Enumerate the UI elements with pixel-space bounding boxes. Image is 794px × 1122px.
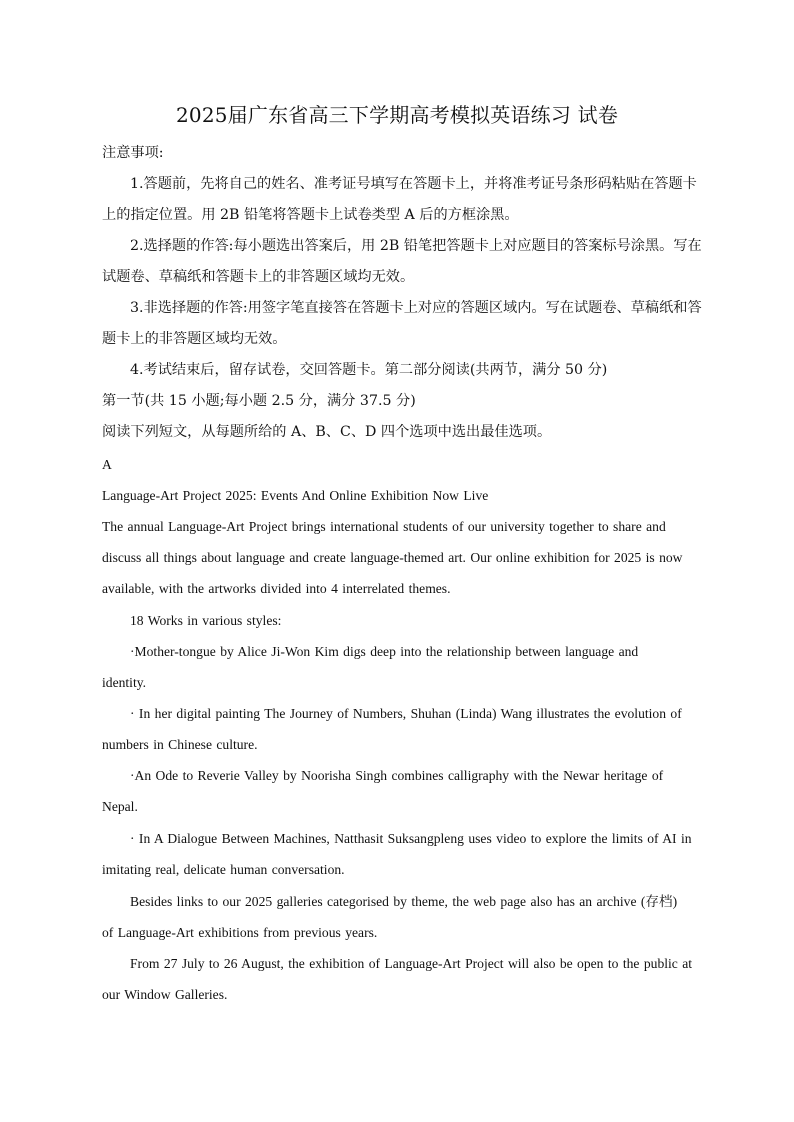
passage-heading: Language-Art Project 2025: Events And Online Exhibition Now Live	[102, 488, 489, 503]
work-1-line-1: ·Mother-tongue by Alice Ji-Won Kim digs deep into the relationship between language and	[130, 644, 639, 659]
galleries-line-1: Besides links to our 2025 galleries categorised by theme, the web page also has an archive (存档)	[130, 894, 678, 909]
intro-line-3: available, with the artworks divided into 4 interrelated themes.	[102, 581, 451, 596]
intro-line-1: The annual Language-Art Project brings international students of our university together to share and	[102, 519, 666, 534]
window-line-2: our Window Galleries.	[102, 987, 228, 1002]
work-3-line-2: Nepal.	[102, 799, 138, 814]
notice-4-line-1: 4.考试结束后，留存试卷，交回答题卡。第二部分阅读(共两节，满分 50 分)	[130, 362, 608, 378]
notice-3-line-1: 3.非选择题的作答:用签字笔直接答在答题卡上对应的答题区域内。写在试题卷、草稿纸和答	[130, 300, 702, 316]
galleries-line-2: of Language-Art exhibitions from previous years.	[102, 925, 378, 940]
work-1-line-2: identity.	[102, 675, 147, 690]
work-4-line-1: · In A Dialogue Between Machines, Natthasit Suksangpleng uses video to explore the limits of AI in	[130, 831, 692, 846]
passage-label: A	[102, 457, 112, 472]
notice-3-line-2: 题卡上的非答题区域均无效。	[102, 331, 287, 347]
works-heading: 18 Works in various styles:	[130, 613, 282, 628]
work-2-line-1: · In her digital painting The Journey of Numbers, Shuhan (Linda) Wang illustrates the evolution of	[130, 706, 682, 721]
notice-header: 注意事项:	[102, 145, 164, 161]
window-line-1: From 27 July to 26 August, the exhibition of Language-Art Project will also be open to the public at	[130, 956, 693, 971]
work-4-line-2: imitating real, delicate human conversation.	[102, 862, 345, 877]
work-2-line-2: numbers in Chinese culture.	[102, 737, 258, 752]
section-header: 第一节(共 15 小题;每小题 2.5 分，满分 37.5 分)	[102, 393, 416, 409]
intro-line-2: discuss all things about language and create language-themed art. Our online exhibition for 2025 is now	[102, 550, 683, 565]
notice-2-line-1: 2.选择题的作答:每小题选出答案后，用 2B 铅笔把答题卡上对应题目的答案标号涂黑。写在	[130, 238, 702, 254]
instruction: 阅读下列短文，从每题所给的 A、B、C、D 四个选项中选出最佳选项。	[102, 424, 552, 440]
page-title: 2025届广东省高三下学期高考模拟英语练习 试卷	[175, 103, 619, 127]
notice-1-line-1: 1.答题前，先将自己的姓名、准考证号填写在答题卡上，并将准考证号条形码粘贴在答题卡	[130, 176, 697, 192]
notice-1-line-2: 上的指定位置。用 2B 铅笔将答题卡上试卷类型 A 后的方框涂黑。	[102, 207, 519, 223]
notice-2-line-2: 试题卷、草稿纸和答题卡上的非答题区域均无效。	[102, 269, 415, 285]
work-3-line-1: ·An Ode to Reverie Valley by Noorisha Singh combines calligraphy with the Newar heritage of	[130, 768, 664, 783]
